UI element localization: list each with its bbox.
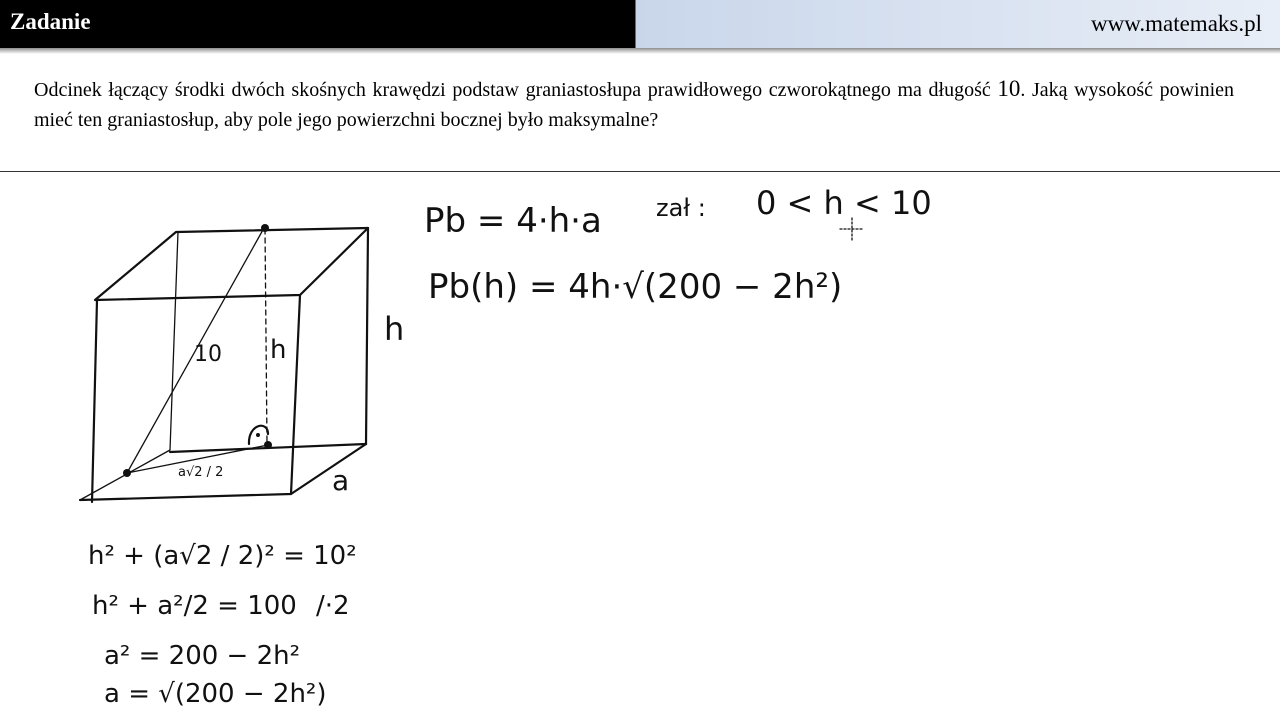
prism-top-face — [95, 228, 368, 300]
formula-lateral-area: Pb = 4·h·a — [424, 201, 602, 241]
problem-statement — [34, 74, 1234, 135]
equation-a-squared: a² = 200 − 2h² — [104, 641, 301, 671]
equation-simplified: h² + a²/2 = 100 — [92, 591, 297, 621]
header-shadow — [0, 48, 1280, 54]
label-height-inner: h — [270, 335, 287, 365]
prism-edge-front-right — [291, 295, 300, 494]
equation-a: a = √(200 − 2h²) — [104, 679, 327, 709]
header-title: Zadanie — [10, 9, 91, 34]
point-base-center — [264, 441, 272, 449]
prism-edge-back-right — [366, 228, 368, 444]
point-top-mid — [261, 224, 269, 232]
label-segment-10: 10 — [194, 342, 222, 367]
domain-label: zał : — [656, 194, 706, 222]
equation-operation: /·2 — [316, 591, 350, 621]
point-bottom-mid — [123, 469, 131, 477]
header-bar — [0, 0, 1280, 48]
problem-number: 10 — [997, 76, 1021, 101]
label-height-side: h — [384, 310, 405, 348]
label-base-edge: a — [332, 464, 350, 497]
problem-text-before: Odcinek łączący środki dwóch skośnych krawędzi podstaw graniastosłupa prawidłowego czworokątnego ma długość — [34, 79, 998, 101]
whiteboard — [0, 172, 1280, 720]
problem-text-after: . Jaką wysokość powinien mieć ten graniastosłup, aby pole jego powierzchni bocznej było maksymalne? — [34, 79, 1235, 131]
right-angle-dot — [256, 433, 260, 437]
domain-condition: 0 < h < 10 — [756, 184, 932, 222]
equation-pythagoras: h² + (a√2 / 2)² = 10² — [88, 541, 357, 571]
label-half-diagonal: a√2 / 2 — [178, 465, 224, 480]
prism-edge-front-left — [92, 300, 97, 502]
derivation — [88, 541, 357, 709]
formula-lateral-function: Pb(h) = 4h·√(200 − 2h²) — [428, 267, 843, 307]
site-url: www.matemaks.pl — [1091, 11, 1262, 36]
prism-edge-back-left — [170, 232, 178, 450]
prism-drawing — [80, 224, 404, 502]
height-dashed-line — [265, 229, 267, 444]
lateral-area-work — [424, 184, 932, 307]
